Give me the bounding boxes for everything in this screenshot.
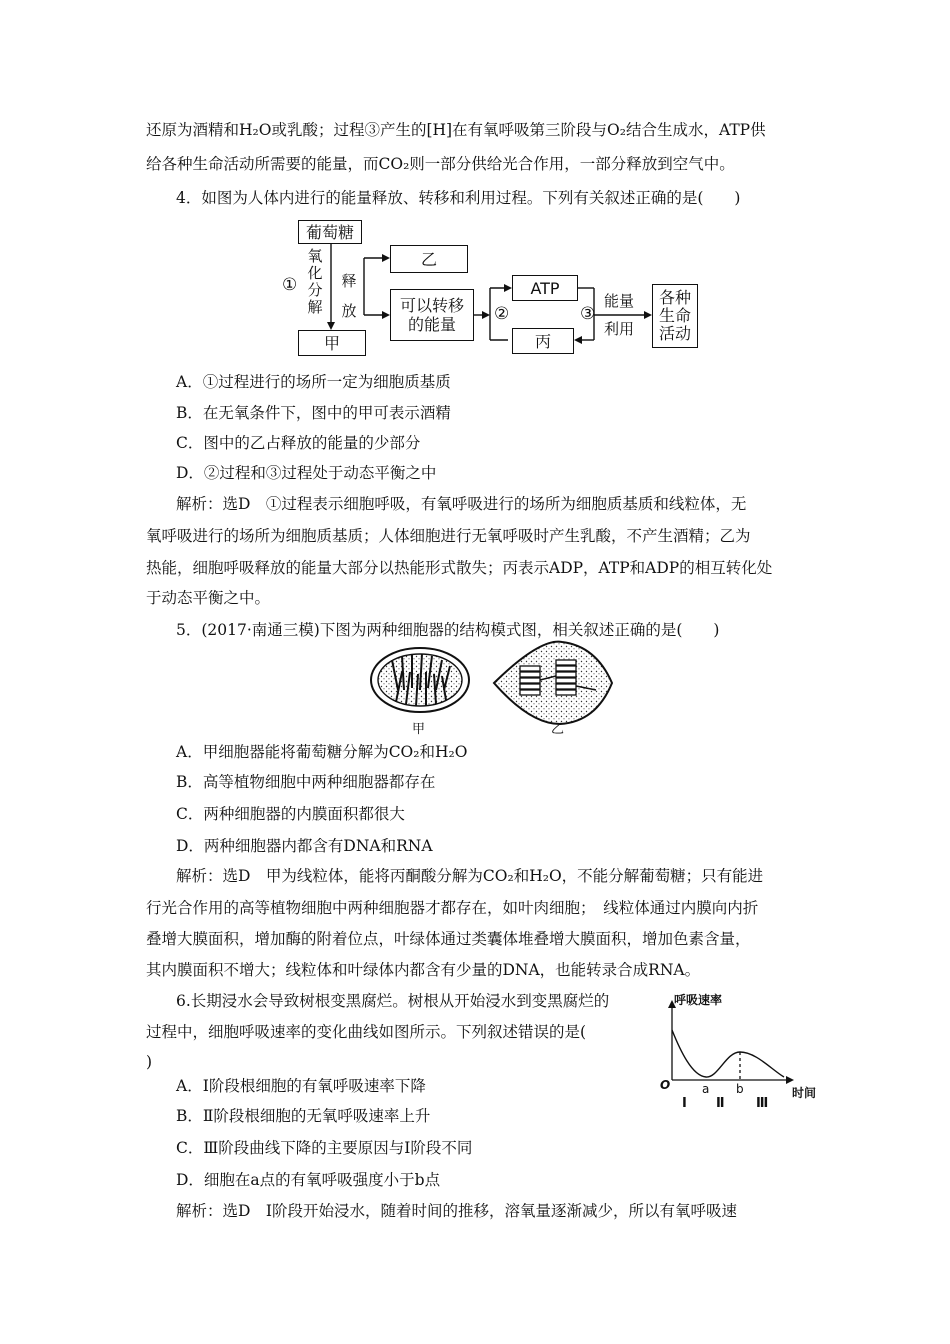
- q5-option-b: B．高等植物细胞中两种细胞器都存在: [176, 773, 436, 791]
- bing-box: 丙: [512, 328, 574, 354]
- oxidation-label: 氧化分解: [307, 247, 323, 316]
- q4-option-c: C．图中的乙占释放的能量的少部分: [176, 434, 421, 452]
- q4-stem: 4．如图为人体内进行的能量释放、转移和利用过程。下列有关叙述正确的是( ): [176, 189, 741, 207]
- atp-box: ATP: [512, 275, 578, 301]
- q6-option-d: D．细胞在a点的有氧呼吸强度小于b点: [176, 1171, 441, 1189]
- q4-option-d: D．②过程和③过程处于动态平衡之中: [176, 464, 437, 482]
- intro-line-2: 给各种生命活动所需要的能量，而CO₂则一部分供给光合作用，一部分释放到空气中。: [146, 155, 735, 173]
- label-jia: 甲: [412, 722, 426, 737]
- q4-analysis-4: 于动态平衡之中。: [146, 589, 271, 607]
- q5-analysis-1: 解析：选D 甲为线粒体，能将丙酮酸分解为CO₂和H₂O，不能分解葡萄糖；只有能进: [176, 867, 764, 885]
- circle-3: ③: [580, 304, 596, 324]
- q6-option-a: A．Ⅰ阶段根细胞的有氧呼吸速率下降: [176, 1077, 426, 1095]
- chart-origin: O: [660, 1078, 671, 1092]
- glucose-box: 葡萄糖: [298, 220, 362, 244]
- chart-xlabel: 时间: [792, 1086, 817, 1100]
- q4-analysis-2: 氧呼吸进行的场所为细胞质基质；人体细胞进行无氧呼吸时产生乳酸，不产生酒精；乙为: [146, 527, 751, 545]
- chart-stage-2: Ⅱ: [716, 1096, 725, 1111]
- q6-stem-3: ): [146, 1053, 153, 1071]
- q5-stem: 5．(2017·南通三模)下图为两种细胞器的结构模式图，相关叙述正确的是( ): [176, 621, 720, 639]
- chart-stage-3: Ⅲ: [756, 1096, 769, 1111]
- chart-point-b: b: [736, 1082, 744, 1096]
- q4-analysis-3: 热能，细胞呼吸释放的能量大部分以热能形式散失；丙表示ADP，ATP和ADP的相互转化处: [146, 559, 773, 577]
- q5-option-d: D．两种细胞器内都含有DNA和RNA: [176, 837, 433, 855]
- q6-stem-2: 过程中，细胞呼吸速率的变化曲线如图所示。下列叙述错误的是(: [146, 1023, 587, 1041]
- q5-analysis-2: 行光合作用的高等植物细胞中两种细胞器才都存在，如叶肉细胞； 线粒体通过内膜向内折: [146, 899, 759, 917]
- q5-analysis-4: 其内膜面积不增大；线粒体和叶绿体内都含有少量的DNA，也能转录合成RNA。: [146, 961, 701, 979]
- energy-label: 能量: [604, 292, 635, 310]
- transferable-line-2: 的能量: [407, 315, 456, 334]
- release-label: 释放: [341, 272, 357, 320]
- chart-stage-1: Ⅰ: [682, 1096, 687, 1111]
- transferable-line-1: 可以转移: [399, 296, 464, 315]
- q6-analysis: 解析：选D Ⅰ阶段开始浸水，随着时间的推移，溶氧量逐渐减少，所以有氧呼吸速: [176, 1202, 738, 1220]
- q5-analysis-3: 叠增大膜面积，增加酶的附着位点，叶绿体通过类囊体堆叠增大膜面积，增加色素含量，: [146, 930, 751, 948]
- jia-box: 甲: [298, 330, 366, 356]
- q6-option-b: B．Ⅱ阶段根细胞的无氧呼吸速率上升: [176, 1107, 431, 1125]
- activities-line-2: 生命: [658, 306, 691, 325]
- chart-point-a: a: [702, 1082, 710, 1096]
- circle-2: ②: [494, 304, 510, 324]
- q4-option-a: A．①过程进行的场所一定为细胞质基质: [176, 373, 451, 391]
- yi-box: 乙: [390, 245, 468, 273]
- activities-line-1: 各种: [658, 288, 691, 307]
- q6-stem-1: 6.长期浸水会导致树根变黑腐烂。树根从开始浸水到变黑腐烂的: [176, 992, 610, 1010]
- q6-option-c: C．Ⅲ阶段曲线下降的主要原因与Ⅰ阶段不同: [176, 1139, 473, 1157]
- activities-line-3: 活动: [658, 324, 691, 343]
- rate-curve: [672, 1030, 784, 1077]
- q4-option-b: B．在无氧条件下，图中的甲可表示酒精: [176, 404, 451, 422]
- q5-option-a: A．甲细胞器能将葡萄糖分解为CO₂和H₂O: [176, 743, 468, 761]
- intro-line-1: 还原为酒精和H₂O或乳酸；过程③产生的[H]在有氧呼吸第三阶段与O₂结合生成水，ATP供: [146, 121, 766, 139]
- label-yi: 乙: [551, 722, 565, 737]
- q5-option-c: C．两种细胞器的内膜面积都很大: [176, 805, 405, 823]
- chart-ylabel: 呼吸速率: [674, 993, 723, 1007]
- q4-analysis-1: 解析：选D ①过程表示细胞呼吸，有氧呼吸进行的场所为细胞质基质和线粒体，无: [176, 495, 747, 513]
- use-label: 利用: [604, 320, 635, 338]
- circle-1: ①: [282, 275, 298, 295]
